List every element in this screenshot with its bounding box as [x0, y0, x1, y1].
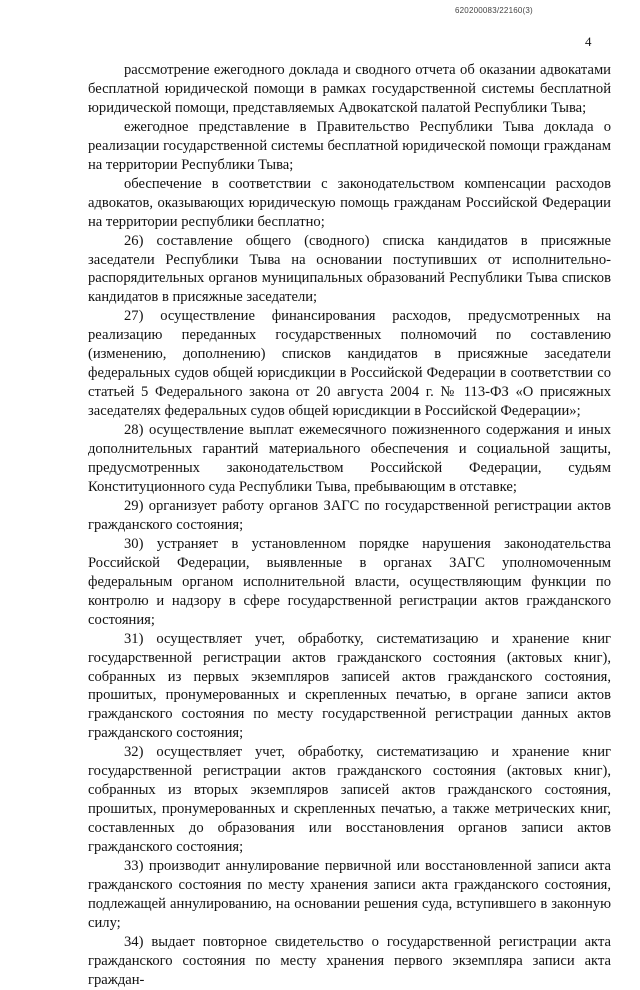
document-body: [88, 61, 611, 990]
paragraph-item-34: 34) выдает повторное свидетельство о государственной регистрации акта гражданского состояния по месту хранения первого экземпляра записи акта граждан-: [88, 933, 611, 988]
document-code: 620200083/22160(3): [455, 6, 533, 15]
paragraph-item-29: 29) организует работу органов ЗАГС по государственной регистрации актов гражданского состояния;: [88, 497, 611, 533]
paragraph-item-28: 28) осуществление выплат ежемесячного пожизненного содержания и иных дополнительных гарантий материального обеспечения и социальной защиты, предусмотренных законодательством Российской Федерации, судьям Конституционного суда Республики Тыва, пребывающим в отставке;: [88, 422, 611, 495]
page-number: 4: [585, 34, 592, 49]
paragraph-free-legal-aid-report: рассмотрение ежегодного доклада и сводного отчета об оказании адвокатами бесплатной юридической помощи в рамках государственной системы бесплатной юридической помощи, представляемых Адвокатской палатой Республики Тыва;: [88, 62, 611, 116]
paragraph-annual-report-government: ежегодное представление в Правительство Республики Тыва доклада о реализации государственной системы бесплатной юридической помощи гражданам на территории Республики Тыва;: [88, 118, 611, 173]
paragraph-lawyer-compensation: обеспечение в соответствии с законодательством компенсации расходов адвокатов, оказывающих юридическую помощь гражданам Российской Федерации на территории республики бесплатно;: [88, 175, 611, 230]
paragraph-item-27: 27) осуществление финансирования расходов, предусмотренных на реализацию переданных государственных полномочий по составлению (изменению, дополнению) списков кандидатов в присяжные заседатели федеральных судов общей юрисдикции в Российской Федерации в соответствии со статьей 5 Федерального закона от 20 августа 2004 г. № 113-ФЗ «О присяжных заседателях федеральных судов общей юрисдикции в Российской Федерации»;: [88, 308, 611, 420]
paragraph-item-32: 32) осуществляет учет, обработку, систематизацию и хранение книг государственной регистрации актов гражданского состояния (актовых книг), собранных из вторых экземпляров записей актов гражданского состояния, прошитых, пронумерованных и скрепленных печатью, а также метрических книг, составленных до образования или восстановления органов записи актов гражданского состояния;: [88, 744, 611, 856]
paragraph-item-33: 33) производит аннулирование первичной или восстановленной записи акта гражданского состояния по месту хранения записи акта гражданского состояния, подлежащей аннулированию, на основании решения суда, вступившего в законную силу;: [88, 858, 611, 931]
paragraph-item-31: 31) осуществляет учет, обработку, систематизацию и хранение книг государственной регистрации актов гражданского состояния (актовых книг), собранных из первых экземпляров записей актов гражданского состояния, прошитых, пронумерованных и скрепленных печатью, в органе записи актов гражданского состояния по месту государственной регистрации данных актов гражданского состояния;: [88, 630, 611, 742]
paragraph-item-26: 26) составление общего (сводного) списка кандидатов в присяжные заседатели Республики Тыва на основании поступивших от исполнительно-распорядительных органов муниципальных образований Республики Тыва списков кандидатов в присяжные заседатели;: [88, 232, 611, 306]
paragraph-item-30: 30) устраняет в установленном порядке нарушения законодательства Российской Федерации, выявленные в органах ЗАГС уполномоченным федеральным органом исполнительной власти, осуществляющим функции по контролю и надзору в сфере государственной регистрации актов гражданского состояния;: [88, 535, 611, 628]
